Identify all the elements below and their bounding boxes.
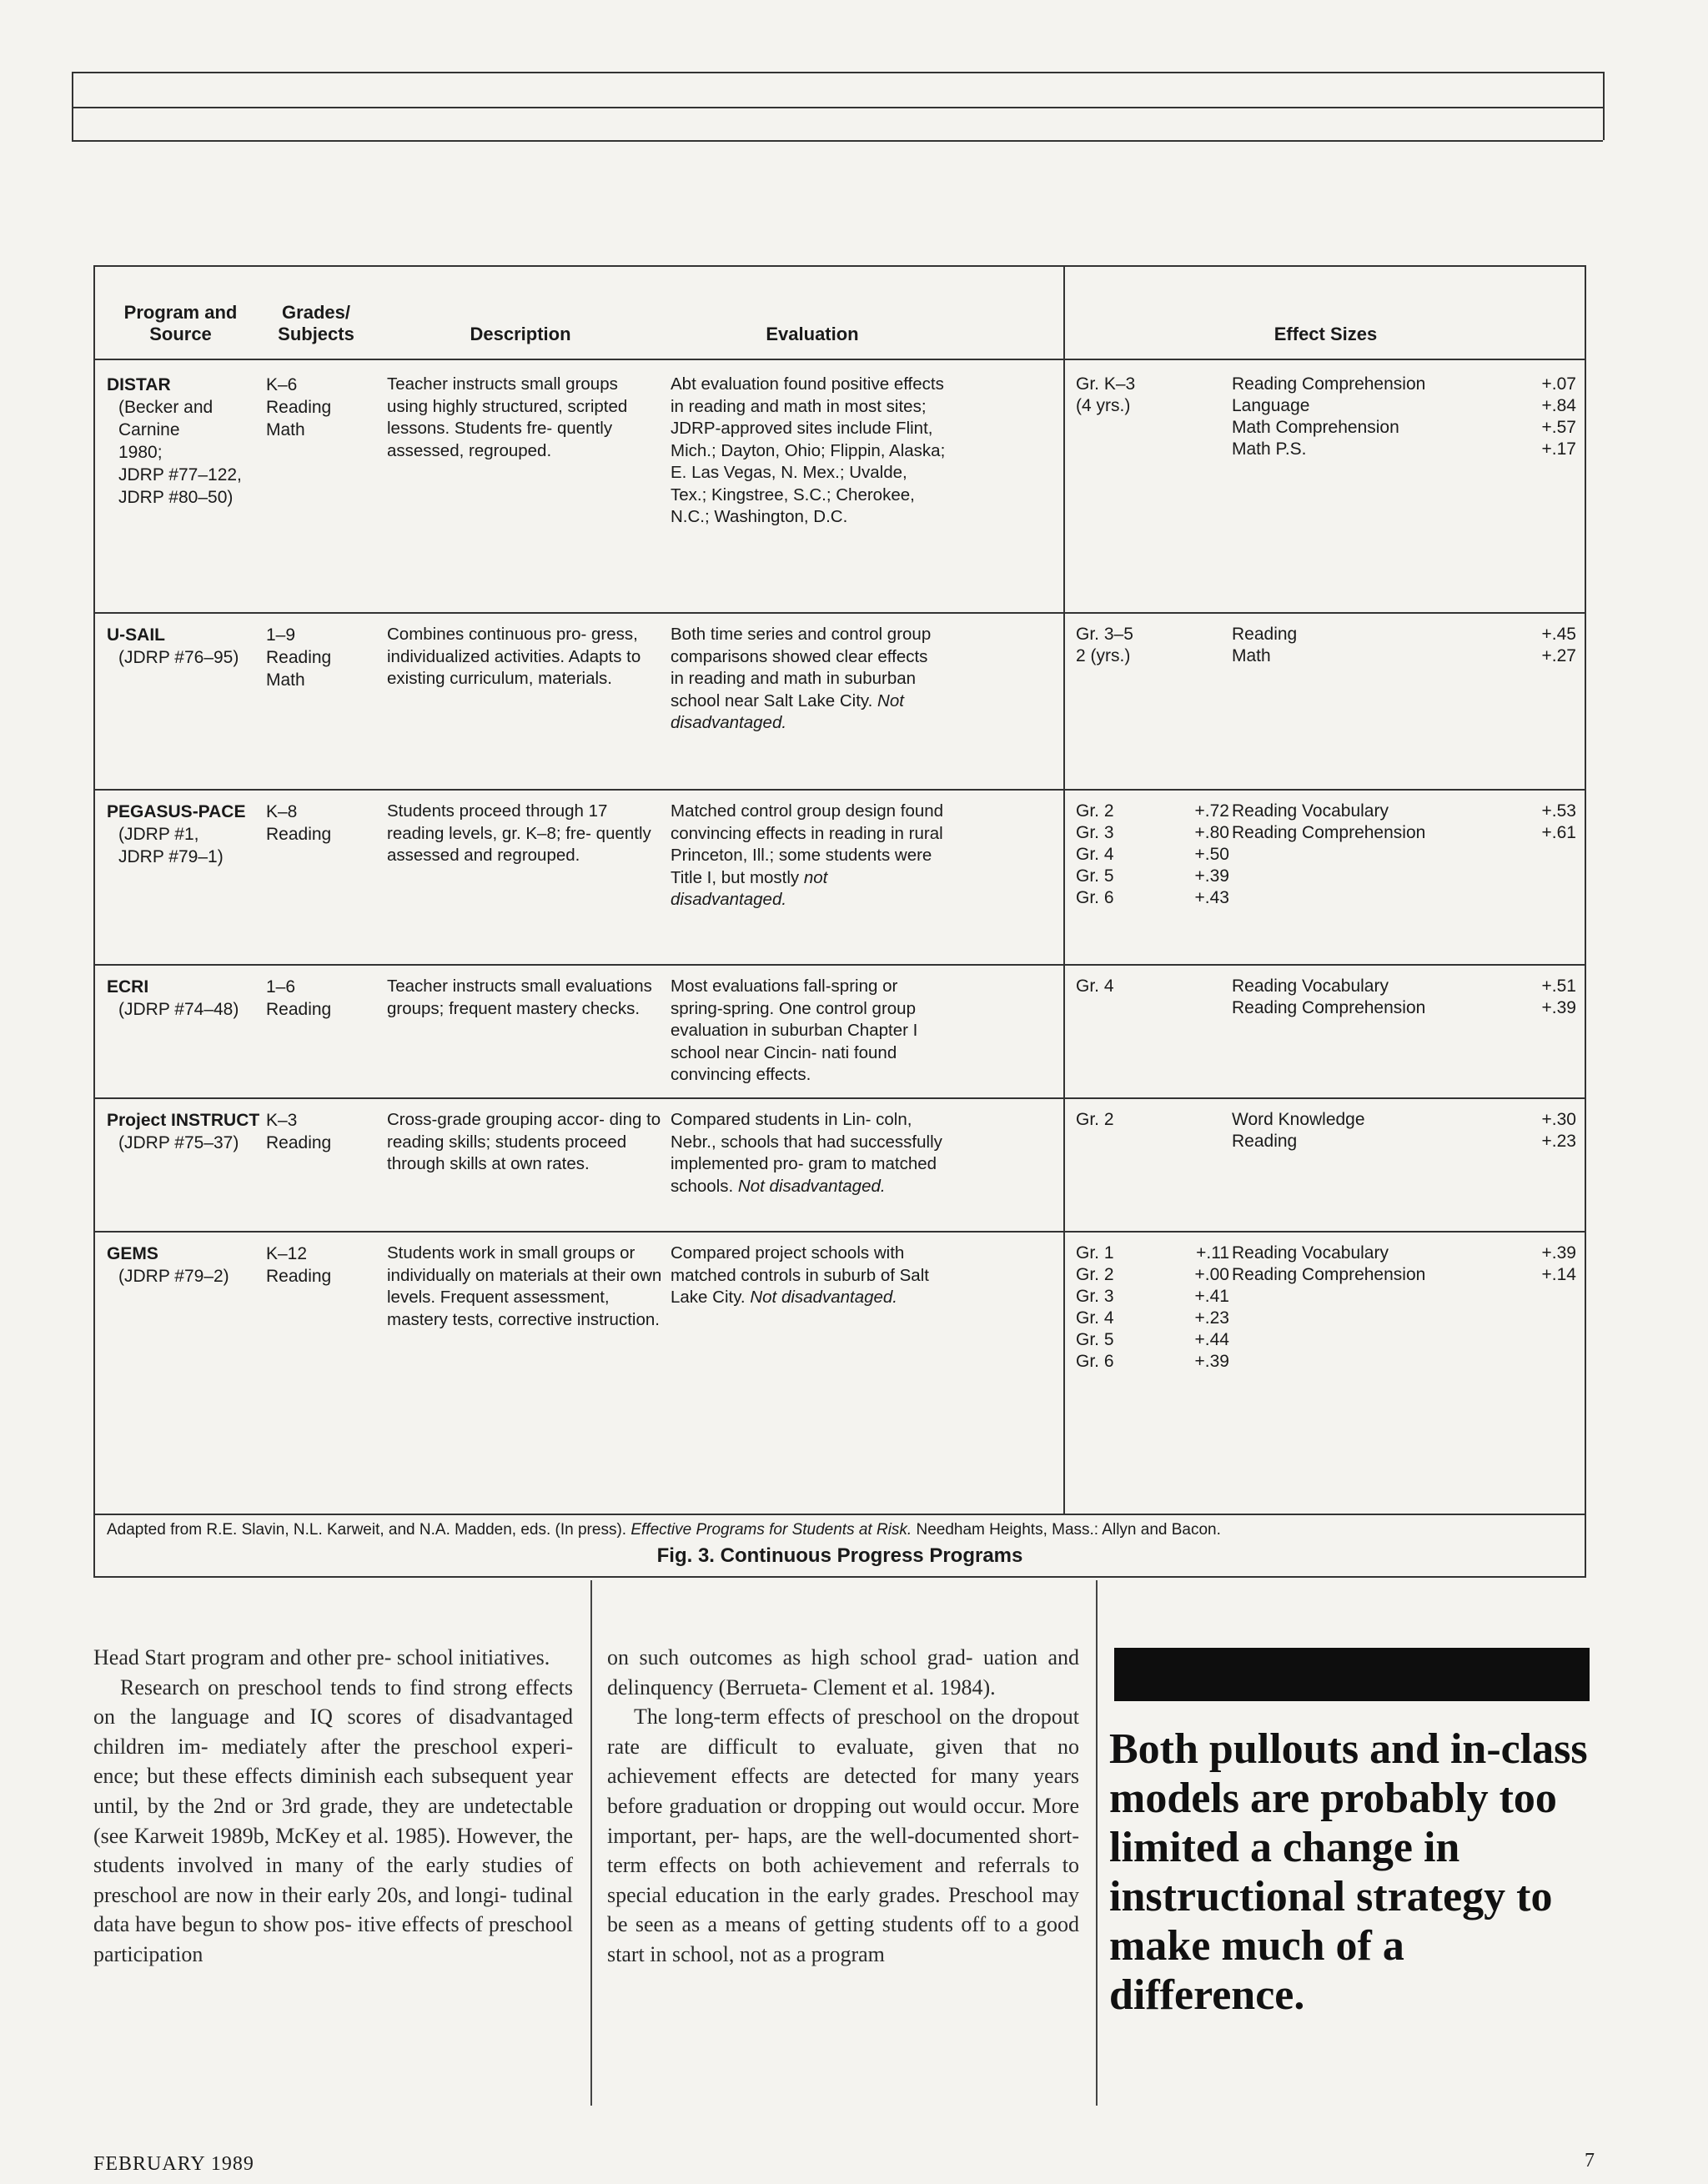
- pullquote-bar: [1114, 1648, 1590, 1701]
- header-rule: [95, 359, 1585, 360]
- grade-effect: +.72: [1194, 801, 1229, 821]
- effect-size: +.53: [1541, 801, 1576, 821]
- grade-level: Gr. 4: [1076, 1308, 1114, 1328]
- outcome-name: Reading: [1232, 1132, 1298, 1151]
- grade-level: Gr. 2: [1076, 1110, 1114, 1129]
- evaluation-cell: [671, 624, 946, 735]
- row-rule: [95, 1231, 1585, 1233]
- description-cell: Combines continuous pro- gress, individualized activities. Adapts to existing curriculum, materials.: [387, 625, 641, 688]
- program-cell: [107, 976, 274, 1021]
- outcome-name: Reading: [1232, 625, 1298, 644]
- grade-effect: +.41: [1194, 1287, 1229, 1306]
- grade-level: Gr. 4: [1076, 845, 1114, 864]
- top-rule-3: [72, 140, 1603, 142]
- grade-effect: +.50: [1194, 845, 1229, 864]
- effect-size: +.39: [1541, 1243, 1576, 1263]
- body-column-2: [607, 1643, 1079, 1970]
- source-credit: Adapted from R.E. Slavin, N.L. Karweit, and N.A. Madden, eds. (In press). Effective Programs for Students at Risk. Needham Heights, Mass.: Allyn and Bacon.: [107, 1521, 1221, 1539]
- grade-level: Gr. 6: [1076, 888, 1114, 907]
- grades-cell: [266, 801, 366, 846]
- col-header-evaluation: Evaluation: [766, 324, 859, 344]
- program-name: PEGASUS-PACE: [107, 802, 246, 821]
- program-cell: [107, 801, 274, 868]
- description-cell: Teacher instructs small evaluations groups; frequent mastery checks.: [387, 977, 652, 1018]
- description-cell: Teacher instructs small groups using highly structured, scripted lessons. Students fre- quently assessed, regrouped.: [387, 374, 628, 460]
- effect-size: +.23: [1541, 1132, 1576, 1151]
- grade-level: Gr. 5: [1076, 866, 1114, 886]
- outcome-name: Reading Comprehension: [1232, 374, 1426, 394]
- description-cell: Students work in small groups or individually on materials at their own levels. Frequent assessment, mastery tests, corrective instruction.: [387, 1243, 662, 1329]
- program-source: (JDRP #75–37): [118, 1133, 239, 1152]
- evaluation-text: Abt evaluation found positive effects in reading and math in most sites; JDRP-approved sites include Flint, Mich.; Dayton, Ohio; Flippin, Alaska; E. Las Vegas, N. Mex.; Uvalde, Tex.; Kingstree, S.C.; Cherokee, N.C.; Washington, D.C.: [671, 374, 946, 526]
- evaluation-text: Matched control group design found convincing effects in reading in rural Princeton, Ill.; some students were Title I, but mostly: [671, 801, 944, 887]
- program-source: JDRP #77–122,: [118, 465, 242, 484]
- evaluation-text: Compared project schools with matched controls in suburb of Salt Lake City.: [671, 1243, 929, 1307]
- grade-level: Gr. 2: [1076, 1265, 1114, 1284]
- col-header-grades: Grades/ Subjects: [278, 302, 354, 344]
- grade-level: Gr. K–3: [1076, 374, 1136, 394]
- outcome-name: Math Comprehension: [1232, 418, 1399, 437]
- credit-title: Effective Programs for Students at Risk.: [630, 1521, 912, 1539]
- figure-caption: Fig. 3. Continuous Progress Programs: [656, 1544, 1023, 1567]
- program-name: GEMS: [107, 1244, 158, 1263]
- effect-size: +.51: [1541, 977, 1576, 996]
- effect-size: +.61: [1541, 823, 1576, 842]
- effect-size: +.57: [1541, 418, 1576, 437]
- program-source: JDRP #80–50): [118, 488, 234, 507]
- column-rule-2: [1096, 1580, 1098, 2106]
- paragraph: Head Start program and other pre- school initiatives.: [93, 1645, 550, 1669]
- body-column-1: [93, 1643, 573, 1970]
- evaluation-text: Most evaluations fall-spring or spring-spring. One control group evaluation in suburban Chapter I school near Cincin- nati found convincing effects.: [671, 977, 918, 1084]
- outcome-name: Reading Vocabulary: [1232, 1243, 1389, 1263]
- grade-level: Gr. 5: [1076, 1330, 1114, 1349]
- row-rule: [95, 612, 1585, 614]
- row-rule: [95, 964, 1585, 966]
- program-source: (Becker and Carnine: [118, 398, 214, 439]
- paragraph: on such outcomes as high school grad- uation and delinquency (Berrueta- Clement et al. 1984).: [607, 1645, 1079, 1700]
- grade-level: Gr. 3–5: [1076, 625, 1133, 644]
- program-cell: [107, 1243, 274, 1288]
- program-source: 1980;: [118, 443, 163, 462]
- outcome-name: Reading Comprehension: [1232, 823, 1426, 842]
- caption-rule: [95, 1514, 1585, 1515]
- grade-subject: Reading: [266, 825, 332, 844]
- evaluation-cell: [671, 1243, 946, 1309]
- grade-level: Gr. 3: [1076, 823, 1114, 842]
- evaluation-note: Not disadvantaged.: [671, 690, 904, 732]
- evaluation-note: Not disadvantaged.: [750, 1288, 897, 1307]
- grades-cell: [266, 976, 366, 1021]
- effect-size: +.30: [1541, 1110, 1576, 1129]
- program-cell: [107, 1109, 274, 1154]
- grade-subject: K–12: [266, 1244, 308, 1263]
- grade-subject: Reading: [266, 648, 332, 667]
- program-name: DISTAR: [107, 375, 171, 394]
- grade-effect: +.43: [1194, 888, 1229, 907]
- effect-size: +.27: [1541, 646, 1576, 665]
- grade-level: Gr. 2: [1076, 801, 1114, 821]
- outcome-name: Word Knowledge: [1232, 1110, 1365, 1129]
- effect-size: +.07: [1541, 374, 1576, 394]
- grade-effect: +.39: [1194, 1352, 1229, 1371]
- col-header-program: Program and Source: [123, 302, 238, 344]
- program-source: (JDRP #1,: [118, 825, 199, 844]
- program-source: (JDRP #79–2): [118, 1267, 229, 1286]
- grade-subject: Reading: [266, 1133, 332, 1152]
- grade-subject: Math: [266, 420, 305, 439]
- evaluation-text: Compared students in Lin- coln, Nebr., schools that had successfully implemented pro- gram to matched schools.: [671, 1110, 942, 1196]
- effect-size: +.45: [1541, 625, 1576, 644]
- grade-level: (4 yrs.): [1076, 396, 1131, 415]
- column-rule-1: [590, 1580, 592, 2106]
- grade-subject: Math: [266, 670, 305, 690]
- col-header-effect-sizes: Effect Sizes: [1273, 324, 1378, 344]
- program-source: (JDRP #76–95): [118, 648, 239, 667]
- paragraph: The long-term effects of preschool on the dropout rate are difficult to evaluate, given that no achievement effects are detected for many years before graduation or dropping out would occur. More important, per- haps, are the well-documented short- term effects on both achievement and referrals to special education in the early grades. Preschool may be seen as a means of getting students off to a good start in school, not as a program: [607, 1705, 1079, 1966]
- grade-effect: +.23: [1194, 1308, 1229, 1328]
- program-cell: [107, 624, 274, 669]
- program-name: Project INSTRUCT: [107, 1111, 260, 1130]
- outcome-name: Reading Vocabulary: [1232, 801, 1389, 821]
- grades-cell: [266, 374, 366, 441]
- continuous-progress-table: [93, 265, 1586, 1578]
- grade-level: Gr. 1: [1076, 1243, 1114, 1263]
- outcome-name: Reading Comprehension: [1232, 998, 1426, 1017]
- program-cell: [107, 374, 274, 509]
- grade-effect: +.80: [1194, 823, 1229, 842]
- grades-cell: [266, 1109, 366, 1154]
- grade-subject: K–3: [266, 1111, 298, 1130]
- pullquote: Both pullouts and in-class models are probably too limited a change in instructional strategy to make much of a difference.: [1109, 1725, 1588, 2019]
- grade-effect: +.39: [1194, 866, 1229, 886]
- effect-size: +.84: [1541, 396, 1576, 415]
- grade-effect: +.44: [1194, 1330, 1229, 1349]
- grade-effect: +.00: [1194, 1265, 1229, 1284]
- evaluation-cell: [671, 1109, 946, 1197]
- evaluation-cell: [671, 801, 946, 911]
- grades-cell: [266, 624, 366, 691]
- grade-subject: K–6: [266, 375, 298, 394]
- grade-subject: Reading: [266, 1000, 332, 1019]
- evaluation-note: not disadvantaged.: [671, 867, 828, 909]
- col-header-description: Description: [470, 324, 571, 344]
- effect-size: +.17: [1541, 439, 1576, 459]
- page-number: 7: [1585, 2150, 1595, 2171]
- evaluation-text: Both time series and control group comparisons showed clear effects in reading and math in suburban school near Salt Lake City.: [671, 625, 932, 710]
- outcome-name: Math: [1232, 646, 1271, 665]
- description-cell: Students proceed through 17 reading levels, gr. K–8; fre- quently assessed and regrouped.: [387, 801, 651, 865]
- row-rule: [95, 1097, 1585, 1099]
- grade-level: 2 (yrs.): [1076, 646, 1131, 665]
- grade-subject: K–8: [266, 802, 298, 821]
- grade-subject: Reading: [266, 1267, 332, 1286]
- grade-subject: 1–6: [266, 977, 296, 997]
- outcome-name: Reading Vocabulary: [1232, 977, 1389, 996]
- grade-level: Gr. 3: [1076, 1287, 1114, 1306]
- evaluation-cell: [671, 374, 946, 529]
- program-name: ECRI: [107, 977, 149, 997]
- grade-subject: Reading: [266, 398, 332, 417]
- outcome-name: Reading Comprehension: [1232, 1265, 1426, 1284]
- evaluation-note: Not disadvantaged.: [737, 1176, 886, 1196]
- outcome-name: Math P.S.: [1232, 439, 1307, 459]
- grade-effect: +.11: [1196, 1243, 1229, 1263]
- program-name: U-SAIL: [107, 625, 165, 645]
- evaluation-cell: [671, 976, 946, 1087]
- grade-subject: 1–9: [266, 625, 296, 645]
- paragraph: Research on preschool tends to find strong effects on the language and IQ scores of disadvantaged children im- mediately after the preschool experi- ence; but these effects diminish each subsequent year until, by the 2nd or 3rd grade, they are undetectable (see Karweit 1989b, McKey et al. 1985). However, the students involved in many of the early studies of preschool are now in their early 20s, and longi- tudinal data have begun to show pos- itive effects of preschool participation: [93, 1674, 573, 1966]
- effect-size: +.39: [1541, 998, 1576, 1017]
- issue-date: FEBRUARY 1989: [93, 2153, 254, 2175]
- grade-level: Gr. 6: [1076, 1352, 1114, 1371]
- description-cell: Cross-grade grouping accor- ding to reading skills; students proceed through skills at own rates.: [387, 1110, 661, 1173]
- effect-size: +.14: [1541, 1265, 1576, 1284]
- grade-level: Gr. 4: [1076, 977, 1114, 996]
- row-rule: [95, 789, 1585, 791]
- grades-cell: [266, 1243, 366, 1288]
- header-box: [72, 72, 1605, 140]
- outcome-name: Language: [1232, 396, 1310, 415]
- program-source: JDRP #79–1): [118, 847, 224, 866]
- program-source: (JDRP #74–48): [118, 1000, 239, 1019]
- effect-size-divider: [1063, 267, 1065, 1514]
